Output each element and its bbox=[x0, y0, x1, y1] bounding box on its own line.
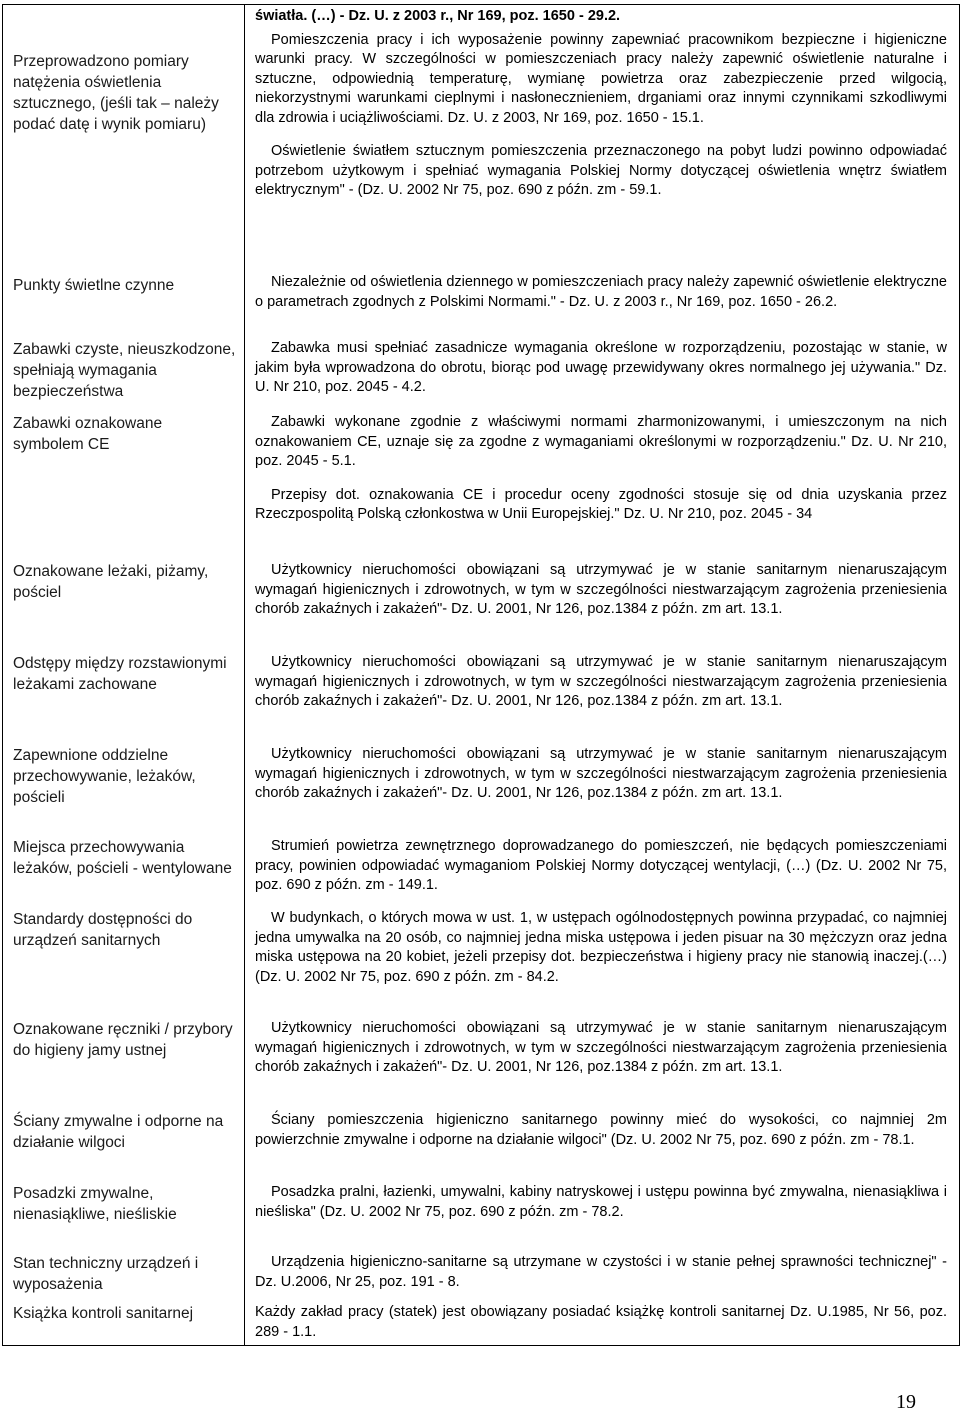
table-row bbox=[3, 5, 959, 267]
regulation-cell bbox=[245, 555, 959, 647]
regulation-text: Przepisy dot. oznakowania CE i procedur oceny zgodności stosuje się od dnia uzyskania przez Rzeczpospolitą Polską członkostwa w Unii Europejskiej." Dz. U. Nr 210, poz. 2045 - 34 bbox=[255, 486, 947, 522]
page-number: 19 bbox=[896, 1391, 916, 1413]
criterion-text: Ściany zmywalne i odporne na działanie wilgoci bbox=[13, 1113, 224, 1151]
table-row bbox=[3, 555, 959, 647]
criterion-cell bbox=[3, 1299, 245, 1345]
regulation-cell bbox=[245, 1013, 959, 1105]
criterion-cell bbox=[3, 333, 245, 407]
regulation-text: Posadzka pralni, łazienki, umywalni, kabiny natryskowej i ustępu powinna być zmywalna, nienasiąkliwa i nieśliska" (Dz. U. 2002 Nr 75, poz. 690 z późn. zm - 78.2. bbox=[255, 1184, 947, 1220]
criterion-cell bbox=[3, 555, 245, 647]
criterion-text: Przeprowadzono pomiary natężenia oświetlenia sztucznego, (jeśli tak – należy podać datę i wynik pomiaru) bbox=[13, 53, 219, 133]
table-row bbox=[3, 739, 959, 831]
table-row bbox=[3, 1105, 959, 1177]
criterion-cell bbox=[3, 1249, 245, 1299]
table-row bbox=[3, 831, 959, 903]
criterion-cell bbox=[3, 831, 245, 903]
regulation-cell bbox=[245, 5, 959, 267]
criterion-cell bbox=[3, 739, 245, 831]
regulation-text: Zabawka musi spełniać zasadnicze wymagania określone w rozporządzeniu, pozostając w stanie, w jakim była wprowadzona do obrotu, biorąc pod uwagę przewidywany okres normalnego jej używania." Dz. U. Nr 210, poz. 2045 - 4.2. bbox=[255, 340, 947, 395]
criterion-cell bbox=[3, 407, 245, 555]
criterion-cell bbox=[3, 647, 245, 739]
regulation-cell bbox=[245, 407, 959, 555]
regulation-cell bbox=[245, 903, 959, 1013]
regulation-cell bbox=[245, 739, 959, 831]
criterion-text: Książka kontroli sanitarnej bbox=[13, 1305, 194, 1322]
regulation-text: Urządzenia higieniczno-sanitarne są utrzymane w czystości i w stanie pełnej sprawności technicznej" - Dz. U.2006, Nr 25, poz. 191 - 8. bbox=[255, 1254, 947, 1290]
criterion-cell bbox=[3, 1013, 245, 1105]
regulation-cell bbox=[245, 333, 959, 407]
regulation-cell bbox=[245, 1177, 959, 1249]
table-row bbox=[3, 1249, 959, 1299]
regulation-text: Strumień powietrza zewnętrznego doprowadzanego do pomieszczeń, nie będących pomieszczeniami pracy, powinien odpowiadać wymaganiom Polskiej Normy dotyczącej wentylacji, (…) (Dz. U. 2002 Nr 75, poz. 690 z późn. zm - 149.1. bbox=[255, 838, 947, 893]
criterion-text: Odstępy między rozstawionymi leżakami zachowane bbox=[13, 655, 227, 693]
regulation-cell bbox=[245, 647, 959, 739]
table-row bbox=[3, 1013, 959, 1105]
table-row bbox=[3, 333, 959, 407]
criterion-text: Zapewnione oddzielne przechowywanie, leżaków, pościeli bbox=[13, 747, 196, 806]
table-row bbox=[3, 407, 959, 555]
criterion-text: Punkty świetlne czynne bbox=[13, 277, 175, 294]
regulation-text: światła. (…) - Dz. U. z 2003 r., Nr 169, poz. 1650 - 29.2. bbox=[255, 8, 621, 24]
criterion-text: Posadzki zmywalne, nienasiąkliwe, nieśliskie bbox=[13, 1185, 177, 1223]
regulation-text: Użytkownicy nieruchomości obowiązani są utrzymywać je w stanie sanitarnym nienaruszającym wymagań higienicznych i zdrowotnych, w tym w szczególności niestwarzającym zagrożenia przeniesienia chorób zakaźnych i zakażeń"- Dz. U. 2001, Nr 126, poz.1384 z późn. zm art. 13.1. bbox=[255, 1020, 947, 1075]
criterion-text: Standardy dostępności do urządzeń sanitarnych bbox=[13, 911, 193, 949]
regulation-text: Oświetlenie światłem sztucznym pomieszczenia przeznaczonego na pobyt ludzi powinno odpowiadać potrzebom użytkowym i spełniać wymagania Polskiej Normy dotyczącej oświetlenia wnętrz światłem elektrycznym" - (Dz. U. 2002 Nr 75, poz. 690 z późn. zm - 59.1. bbox=[255, 143, 947, 198]
regulation-cell bbox=[245, 1105, 959, 1177]
regulation-text: Niezależnie od oświetlenia dziennego w pomieszczeniach pracy należy zapewnić oświetlenie elektryczne o parametrach zgodnych z Polskimi Normami." - Dz. U. z 2003 r., Nr 169, poz. 1650 - 26.2. bbox=[255, 274, 947, 310]
criterion-cell bbox=[3, 1105, 245, 1177]
criterion-text: Oznakowane ręczniki / przybory do higieny jamy ustnej bbox=[13, 1021, 233, 1059]
regulation-cell bbox=[245, 1249, 959, 1299]
regulation-cell bbox=[245, 831, 959, 903]
criterion-cell bbox=[3, 5, 245, 267]
criterion-cell bbox=[3, 1177, 245, 1249]
criterion-text: Oznakowane leżaki, piżamy, pościel bbox=[13, 563, 209, 601]
regulation-text: Użytkownicy nieruchomości obowiązani są utrzymywać je w stanie sanitarnym nienaruszającym wymagań higienicznych i zdrowotnych, w tym w szczególności niestwarzającym zagrożenia przeniesienia chorób zakaźnych i zakażeń"- Dz. U. 2001, Nr 126, poz.1384 z późn. zm art. 13.1. bbox=[255, 654, 947, 709]
regulation-text: Użytkownicy nieruchomości obowiązani są utrzymywać je w stanie sanitarnym nienaruszającym wymagań higienicznych i zdrowotnych, w tym w szczególności niestwarzającym zagrożenia przeniesienia chorób zakaźnych i zakażeń"- Dz. U. 2001, Nr 126, poz.1384 z późn. zm art. 13.1. bbox=[255, 562, 947, 617]
criterion-text: Zabawki czyste, nieuszkodzone, spełniają wymagania bezpieczeństwa bbox=[13, 341, 236, 400]
regulation-cell bbox=[245, 267, 959, 333]
table-row bbox=[3, 1177, 959, 1249]
criterion-text: Zabawki oznakowane symbolem CE bbox=[13, 415, 163, 453]
regulation-text: Zabawki wykonane zgodnie z właściwymi normami zharmonizowanymi, i umieszczonym na nich oznakowaniem CE, uznaje się za zgodne z wymaganiami określonymi w rozporządzeniu." Dz. U. Nr 210, poz. 2045 - 5.1. bbox=[255, 414, 947, 469]
regulation-text: W budynkach, o których mowa w ust. 1, w ustępach ogólnodostępnych powinna przypadać, co najmniej jedna umywalka na 20 osób, co najmniej jedna miska ustępowa i jeden pisuar na 30 mężczyzn oraz jedna miska ustępowa na 20 kobiet, jeżeli przepisy dot. bezpieczeństwa i higieny pracy nie stanowią inaczej.(…) (Dz. U. 2002 Nr 75, poz. 690 z późn. zm - 84.2. bbox=[255, 910, 947, 985]
criterion-cell bbox=[3, 903, 245, 1013]
regulation-text: Użytkownicy nieruchomości obowiązani są utrzymywać je w stanie sanitarnym nienaruszającym wymagań higienicznych i zdrowotnych, w tym w szczególności niestwarzającym zagrożenia przeniesienia chorób zakaźnych i zakażeń"- Dz. U. 2001, Nr 126, poz.1384 z późn. zm art. 13.1. bbox=[255, 746, 947, 801]
criterion-cell bbox=[3, 267, 245, 333]
table-row bbox=[3, 267, 959, 333]
regulation-cell bbox=[245, 1299, 959, 1345]
table-row bbox=[3, 1299, 959, 1345]
criterion-text: Miejsca przechowywania leżaków, pościeli - wentylowane bbox=[13, 839, 232, 877]
criterion-text: Stan techniczny urządzeń i wyposażenia bbox=[13, 1255, 199, 1293]
table-row bbox=[3, 903, 959, 1013]
regulation-table bbox=[2, 4, 960, 1346]
regulation-text: Pomieszczenia pracy i ich wyposażenie powinny zapewniać pracownikom bezpieczne i higieniczne warunki pracy. W szczególności w pomieszczeniach pracy należy zapewnić oświetlenie naturalne i sztuczne, odpowiednią temperaturę, wymianę powietrza oraz zabezpieczenie przed wilgocią, niekorzystnymi warunkami cieplnymi i nasłonecznieniem, drganiami oraz innymi czynnikami szkodliwymi dla zdrowia i uciążliwościami. Dz. U. z 2003, Nr 169, poz. 1650 - 15.1. bbox=[255, 31, 947, 126]
table-row bbox=[3, 647, 959, 739]
regulation-text: Ściany pomieszczenia higieniczno sanitarnego powinny mieć do wysokości, co najmniej 2m powierzchnie zmywalne i odporne na działanie wilgoci" (Dz. U. 2002 Nr 75, poz. 690 z późn. zm - 78.1. bbox=[255, 1112, 947, 1148]
regulation-text: Każdy zakład pracy (statek) jest obowiązany posiadać książkę kontroli sanitarnej Dz. U.1985, Nr 56, poz. 289 - 1.1. bbox=[255, 1304, 947, 1340]
